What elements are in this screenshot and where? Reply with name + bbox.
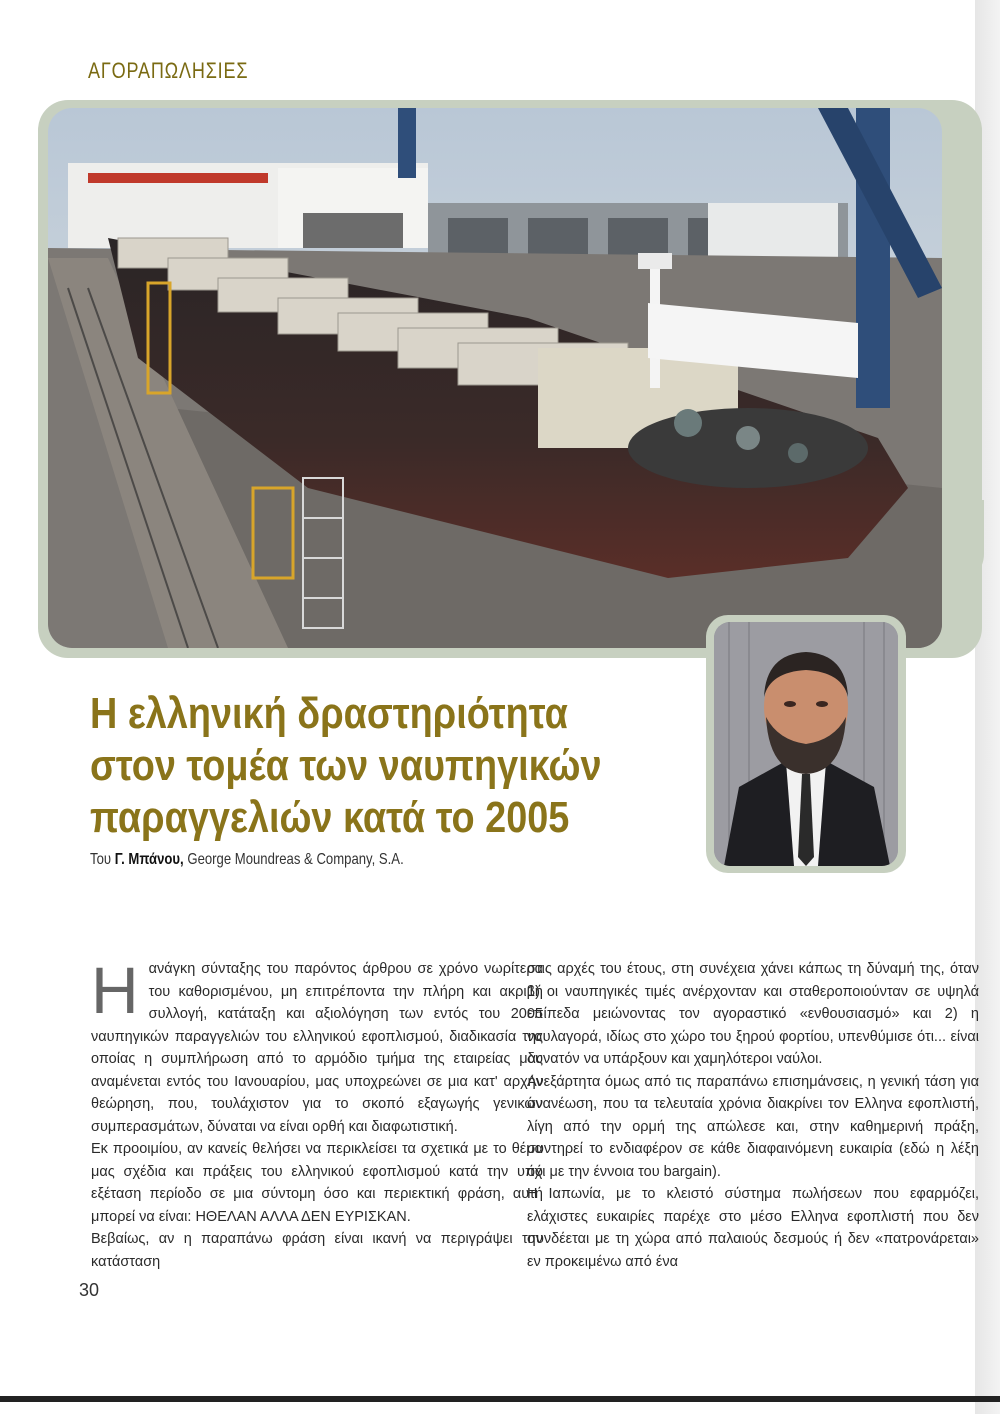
frame-notch bbox=[940, 500, 984, 584]
author-portrait bbox=[714, 622, 898, 866]
byline-author: Γ. Μπάνου, bbox=[114, 851, 184, 868]
headline-line: Η ελληνική δραστηριότητα bbox=[90, 689, 568, 738]
headline-line: στον τομέα των ναυπηγικών bbox=[90, 741, 602, 790]
article-headline bbox=[90, 688, 623, 844]
paragraph: Βεβαίως, αν η παραπάνω φράση είναι ικανή να περιγράψει την κατάσταση bbox=[91, 1231, 543, 1270]
paragraph: Ανεξάρτητα όμως από τις παραπάνω επισημάνσεις, η γενική τάση για ανανέωση, που τα τελευταία χρόνια διακρίνει τον Ελληνα εφοπλιστή, λίγη από την ορμή της απώλεσε και, στην καθημερινή πράξη, συντηρεί το ενδιαφέρον σε κάθε διαφαινόμενη ευκαιρία (εδώ η λέξη όχι με την έννοια του bargain). bbox=[527, 1073, 979, 1180]
paragraph: Η Ιαπωνία, με το κλειστό σύστημα πωλήσεων που εφαρμόζει, ελάχιστες ευκαιρίες παρέχε στο μέσο Ελληνα εφοπλιστή που δεν συνδέεται με τη χώρα από παλαιούς δεσμούς ή δεν «πατρονάρεται» εν προκειμένω από ένα bbox=[527, 1186, 979, 1270]
paragraph: ανάγκη σύνταξης του παρόντος άρθρου σε χρόνο νωρίτερα του καθορισμένου, μη επιτρέποντα την πλήρη και ακριβή συλλογή, κατάταξη και αξιολόγηση των εντός του 2005 ναυπηγικών παραγγελιών του ελληνικού εφοπλισμού, διαδικασία της οποίας η συμπλήρωση από το αρμόδιο τμήμα της εταιρείας μας αναμένεται εντός του Ιανουαρίου, μας υποχρεώνει σε μια κατ' αρχήν θεώρηση, που, τουλάχιστον για το σκοπό εξαγωγής γενικών συμπερασμάτων, δύναται να είναι ορθή και διαφωτιστική. bbox=[91, 961, 543, 1135]
byline bbox=[90, 851, 404, 869]
article-column-right bbox=[527, 958, 979, 1273]
drop-cap: Η bbox=[91, 953, 139, 1027]
shipyard-photo bbox=[48, 108, 942, 648]
headline-line: παραγγελιών κατά το 2005 bbox=[90, 793, 570, 842]
bottom-rule bbox=[0, 1396, 1000, 1402]
paragraph: στις αρχές του έτους, στη συνέχεια χάνει κάπως τη δύναμή της, όταν 1) οι ναυπηγικές τιμές ανέρχονταν και σταθεροποιούνταν σε υψηλά επίπεδα μειώνοντας τον αγοραστικό «ενθουσιασμό» και 2) η ναυλαγορά, ιδίως στο χώρο του ξηρού φορτίου, υπενθύμισε ότι... είναι δυνατόν να υπάρξουν και χαμηλότεροι ναύλοι. bbox=[527, 961, 979, 1067]
article-column-left bbox=[91, 953, 543, 1273]
paragraph: Εκ προοιμίου, αν κανείς θελήσει να περικλείσει τα σχετικά με το θέμα μας σχέδια και πράξεις του ελληνικού εφοπλισμού κατά την υπό εξέταση περίοδο σε μια σύντομη όσο και περιεκτική φράση, αυτή μπορεί να είναι: ΗΘΕΛΑΝ ΑΛΛΑ ΔΕΝ ΕΥΡΙΣΚΑΝ. bbox=[91, 1141, 543, 1225]
byline-prefix: Του bbox=[90, 851, 112, 868]
section-label: ΑΓΟΡΑΠΩΛΗΣΙΕΣ bbox=[88, 58, 249, 83]
page-number: 30 bbox=[79, 1280, 100, 1300]
byline-company: George Moundreas & Company, S.A. bbox=[187, 851, 404, 868]
